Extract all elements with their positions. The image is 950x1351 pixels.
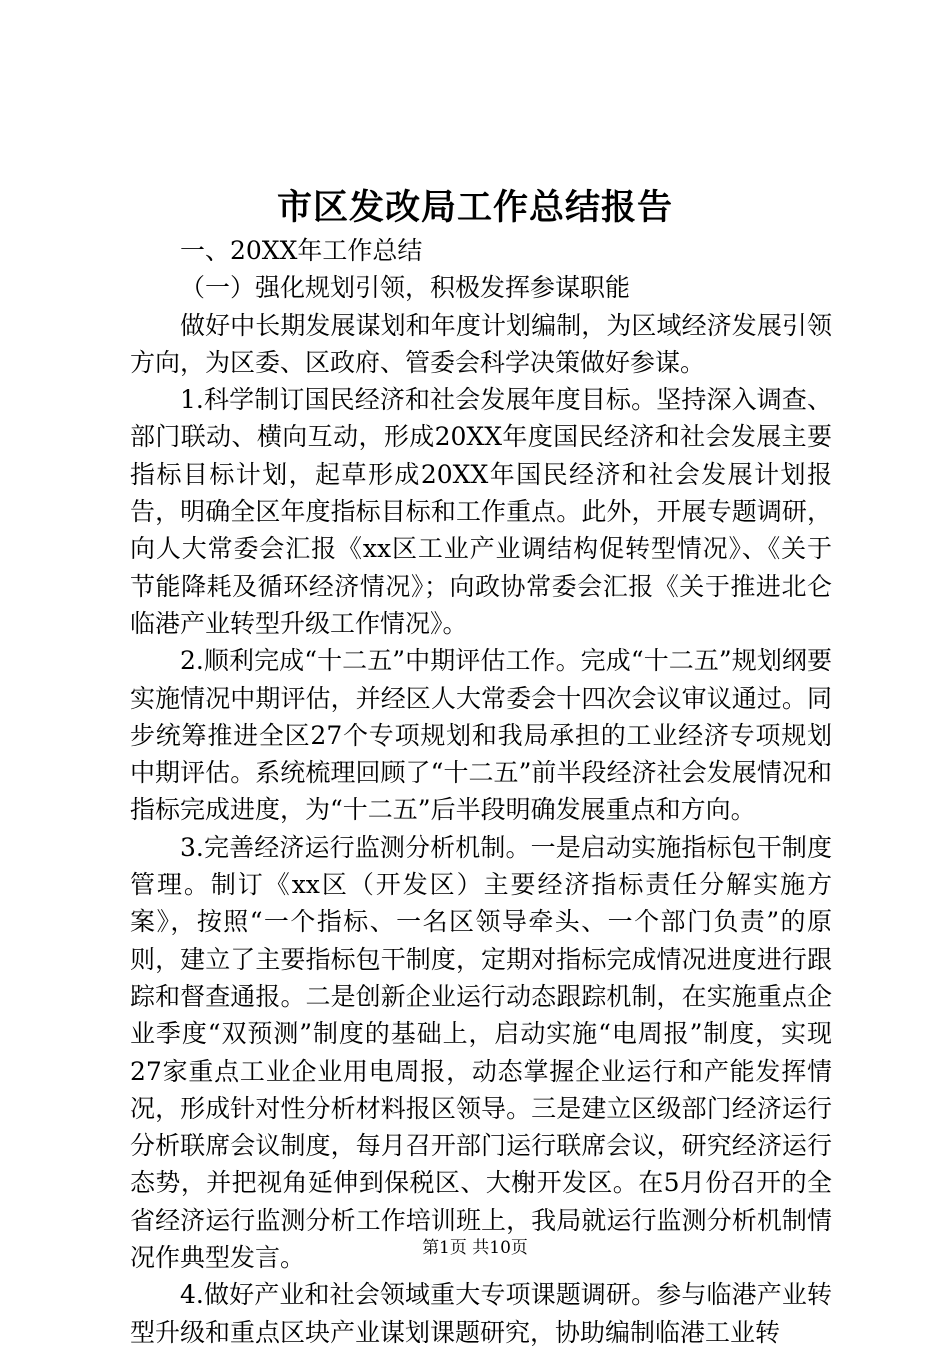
paragraph-item-4: 4.做好产业和社会领域重大专项课题调研。参与临港产业转型升级和重点区块产业谋划课题研究，协助编制临港工业转 [130,1280,832,1347]
subsection-heading: （一）强化规划引领，积极发挥参谋职能 [180,273,631,303]
section-heading: 一、20XX年工作总结 [180,236,423,265]
paragraph-item-1: 1.科学制订国民经济和社会发展年度目标。坚持深入调查、部门联动、横向互动，形成20XX年度国民经济和社会发展主要指标目标计划，起草形成20XX年国民经济和社会发展计划报告，明确全区年度指标目标和工作重点。此外，开展专题调研，向人大常委会汇报《xx区工业产业调结构促转型情况》、《关于节能降耗及循环经济情况》；向政协常委会汇报《关于推进北仑临港产业转型升级工作情况》。 [130,385,832,638]
document-title: 市区发改局工作总结报告 [276,187,673,228]
paragraph-intro: 做好中长期发展谋划和年度计划编制，为区域经济发展引领方向，为区委、区政府、管委会科学决策做好参谋。 [130,310,832,377]
document-body [130,232,832,1351]
paragraph-item-3: 3.完善经济运行监测分析机制。一是启动实施指标包干制度管理。制订《xx区（开发区）主要经济指标责任分解实施方案》，按照“一个指标、一名区领导牵头、一个部门负责”的原则，建立了主要指标包干制度，定期对指标完成情况进度进行跟踪和督查通报。二是创新企业运行动态跟踪机制，在实施重点企业季度“双预测”制度的基础上，启动实施“电周报”制度，实现27家重点工业企业用电周报，动态掌握企业运行和产能发挥情况，形成针对性分析材料报区领导。三是建立区级部门经济运行分析联席会议制度，每月召开部门运行联席会议，研究经济运行态势，并把视角延伸到保税区、大榭开发区。在5月份召开的全省经济运行监测分析工作培训班上，我局就运行监测分析机制情况作典型发言。 [130,832,832,1273]
paragraph-item-2: 2.顺利完成“十二五”中期评估工作。完成“十二五”规划纲要实施情况中期评估，并经区人大常委会十四次会议审议通过。同步统筹推进全区27个专项规划和我局承担的工业经济专项规划中期评估。系统梳理回顾了“十二五”前半段经济社会发展情况和指标完成进度，为“十二五”后半段明确发展重点和方向。 [130,646,832,825]
page-number: 第1页 共10页 [422,1238,528,1258]
